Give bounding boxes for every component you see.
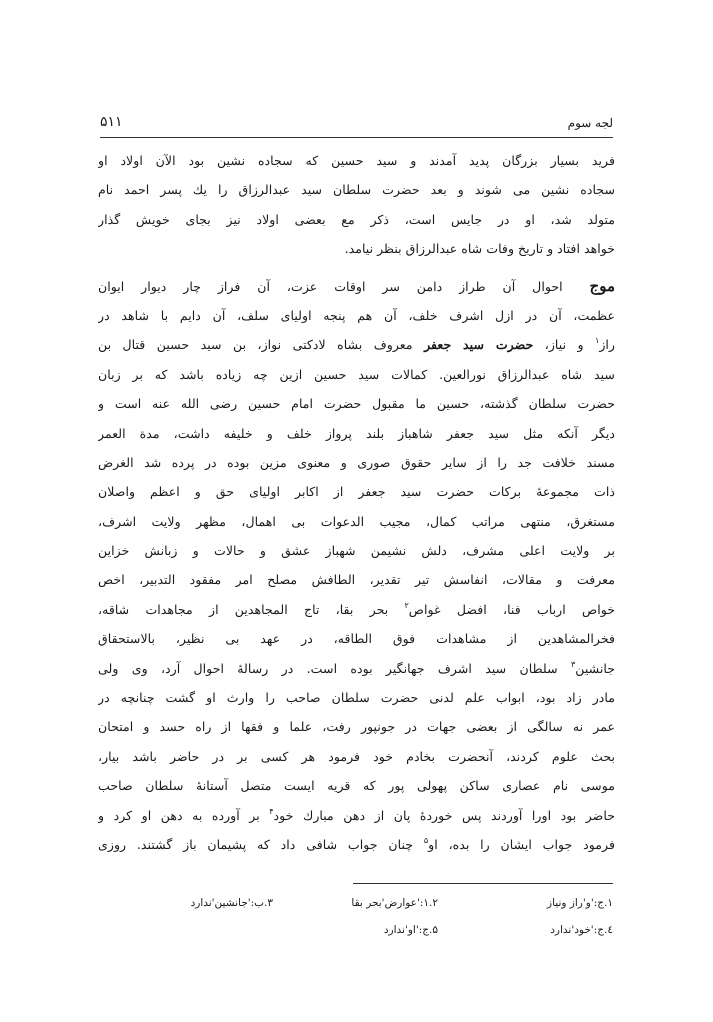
text-line: معرفت و مقالات، انفاسش تیر تقدیر، الطافش مصلح امر مفقود التدبیر، اخص: [98, 572, 615, 588]
text-line: حضرت سلطان گذشته، حسین ما مقبول حضرت امام حسین رضی الله عنه است و: [98, 396, 615, 412]
text-line: سید شاه عبدالرزاق نورالعین. کمالات سید حسین ازین چه زیاده باشد که بر زبان: [98, 366, 615, 382]
text-line: جانشین$^۳$ سلطان سید اشرف جهانگیر بوده است. در رسالهٔ احوال آرد، وی ولی: [98, 659, 615, 676]
footnote-marker-1: ۱: [595, 336, 600, 346]
text-line: فرمود جواب ایشان را بده، او$^۵$ چنان جواب شافی داد که پشیمان باز گشتند. روزی: [98, 835, 615, 852]
footnote-marker-4: ۴: [269, 806, 274, 816]
chapter-title: لجه سوم: [567, 116, 613, 130]
text-line: ذات مجموعهٔ برکات حضرت سید جعفر از اکابر اولیای حق و اعظم واصلان: [98, 484, 615, 500]
text-line: خواهد افتاد و تاریخ وفات شاه عبدالرزاق بنظر نیامد.: [344, 241, 615, 257]
text-line: مستغرق، منتهی مراتب کمال، مجیب الدعوات بی اهمال، مظهر ولایت اشرف،: [98, 513, 615, 529]
text-line: مادر زاد بود، ابواب علم لدنی حضرت سلطان صاحب را وارث او گشت چنانچه در: [98, 690, 615, 706]
text-line: بحث علوم کردند، آنحضرت بخادم خود فرمود هر کسی بر در حاضر باشد بیار،: [98, 748, 615, 764]
text-line: بر ولایت اعلی مشرف، دلش نشیمن شهباز عشق و حالات و زبانش خزاین: [98, 543, 615, 559]
footnote-3: ۳.ب:'جانشین'ندارد: [190, 897, 273, 909]
page-number: ۵۱۱: [100, 114, 123, 130]
footnote-row: [100, 917, 613, 944]
footnote-marker-5: ۵: [423, 835, 429, 845]
text-line: موسی نام عصاری ساکن پهولی پور که قریه ایست متصل آستانهٔ سلطان صاحب: [98, 778, 615, 794]
footnote-2: ۱.۲:'عوارض'بحر بقا: [351, 897, 438, 909]
paragraph-1: [98, 146, 615, 264]
text-line: خواص ارباب فنا، افضل غواص$^۲$ بحر بقا، تاج المجاهدین از مجاهدات شاقه،: [98, 600, 615, 617]
paragraph-2: [98, 272, 615, 860]
text-line: سجاده نشین می شوند و بعد حضرت سلطان سید عبدالرزاق را یك پسر احمد نام: [98, 182, 615, 198]
footnote-1: ۱.ج:'و'راز ونیاز: [547, 897, 613, 909]
footnote-rule: [353, 883, 613, 884]
footnote-5: ۵.ج:'او'ندارد: [383, 924, 438, 936]
footnote-marker-2: ۲: [404, 600, 409, 610]
text-line: حاضر بود اورا آوردند پس خوردهٔ پان از دهن مبارك خود$^۴$ بر آورده به دهن او کرد و: [98, 806, 615, 823]
text-line: فرید بسیار بزرگان پدید آمدند و سید حسین که سجاده نشین بود الآن اولاد او: [98, 153, 615, 168]
text-line: عظمت، آن در ازل اشرف خلف، آن هم پنجه اولیای سلف، آن دایم با شاهد در: [98, 307, 615, 323]
text-line: فخرالمشاهدین از مشاهدات فوق الطاقه، در عهد بی نظیر، بالاستحقاق: [98, 631, 615, 647]
footnote-marker-3: ۳: [570, 659, 576, 669]
running-header: [100, 112, 613, 134]
footnote-row: [100, 890, 613, 917]
main-text: [98, 146, 615, 859]
text-line: موج احوال آن طراز دامن سر اوقات عزت، آن فراز چار دیوار ایوان: [98, 276, 615, 295]
footnote-4: ٤.ج:'خود'ندارد: [550, 924, 613, 936]
text-line: دیگر آنکه مثل سید جعفر شاهباز بلند پرواز خلف و خلیفه داشت، مدة العمر: [98, 425, 615, 441]
header-rule: [100, 137, 613, 138]
text-line: راز$^۱$ و نیاز، حضرت سید جعفر معروف بشاه لادکتی نواز، بن سید حسین قتال بن: [98, 336, 615, 353]
text-line: متولد شد، او در جایس است، ذکر مع بعضی اولاد نیز بجای خویش گذار: [98, 211, 615, 227]
text-line: مسند خلافت جد را از سایر حقوق صوری و معنوی مزین بوده در پرده شد الغرض: [98, 454, 615, 470]
footnotes: [100, 890, 613, 944]
section-lead-word: موج: [589, 276, 615, 295]
person-name-bold: حضرت سید جعفر: [424, 337, 534, 353]
text-line: عمر نه سالگی از بعضی جهات در جونپور رفت، علما و فقها از راه حسد و امتحان: [98, 719, 615, 735]
